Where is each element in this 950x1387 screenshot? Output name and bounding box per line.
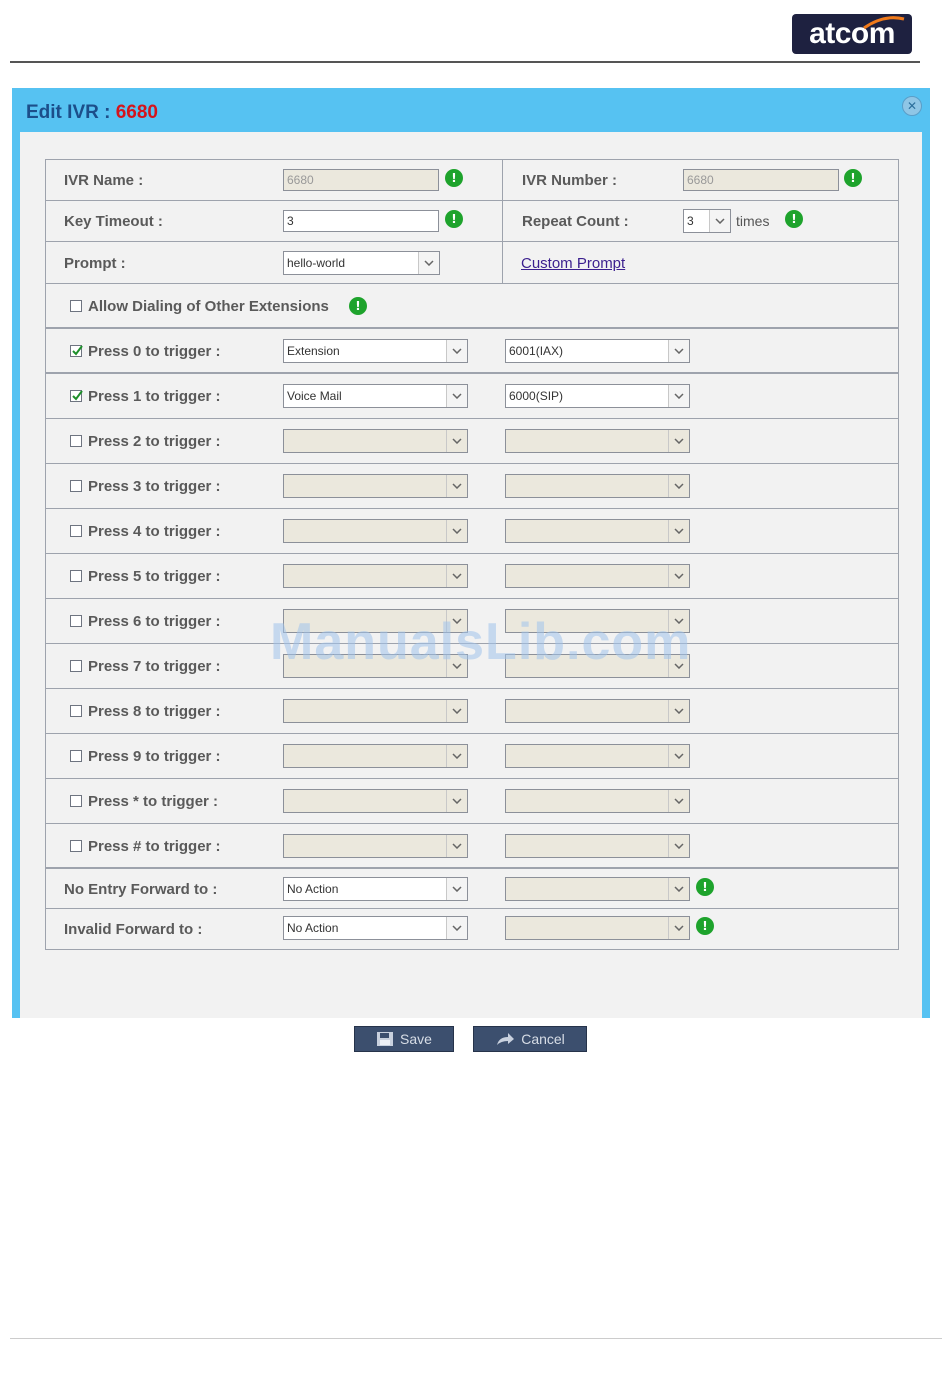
cancel-button[interactable] <box>473 1026 587 1052</box>
key-trigger-label: Press 8 to trigger : <box>88 703 221 720</box>
dialog-title <box>26 102 158 124</box>
key-timeout-label: Key Timeout : <box>64 213 163 230</box>
row-invalid-forward <box>46 909 898 949</box>
cancel-label: Cancel <box>521 1031 565 1047</box>
chevron-down-icon <box>668 340 689 362</box>
key-trigger-label: Press 3 to trigger : <box>88 478 221 495</box>
chevron-down-icon <box>446 700 467 722</box>
key-action-select[interactable] <box>283 474 468 498</box>
chevron-down-icon <box>446 430 467 452</box>
save-button[interactable] <box>354 1026 454 1052</box>
row-key-trigger <box>46 374 898 419</box>
no-entry-action-value: No Action <box>287 882 339 896</box>
no-entry-label: No Entry Forward to : <box>64 881 218 898</box>
row-key-trigger <box>46 464 898 509</box>
ivr-form <box>45 159 899 950</box>
chevron-down-icon <box>446 835 467 857</box>
footer-divider <box>10 1338 942 1339</box>
redo-arrow-icon <box>495 1032 515 1046</box>
key-trigger-label: Press 4 to trigger : <box>88 523 221 540</box>
no-entry-action-select[interactable] <box>283 877 468 901</box>
chevron-down-icon <box>668 878 689 900</box>
info-icon[interactable]: ! <box>445 210 463 228</box>
chevron-down-icon <box>446 475 467 497</box>
row-key-trigger <box>46 689 898 734</box>
key-trigger-checkbox[interactable] <box>70 660 82 672</box>
repeat-count-suffix: times <box>736 213 770 229</box>
dialog-body <box>20 132 922 1047</box>
invalid-label: Invalid Forward to : <box>64 921 203 938</box>
atcom-logo <box>792 14 912 54</box>
key-trigger-label: Press # to trigger : <box>88 838 221 855</box>
chevron-down-icon <box>446 565 467 587</box>
info-icon[interactable]: ! <box>445 169 463 187</box>
key-action-value: Extension <box>287 344 340 358</box>
key-target-select[interactable] <box>505 789 690 813</box>
prompt-select[interactable] <box>283 251 440 275</box>
key-trigger-checkbox[interactable] <box>70 750 82 762</box>
key-target-select[interactable] <box>505 384 690 408</box>
key-action-select[interactable] <box>283 744 468 768</box>
row-no-entry-forward <box>46 869 898 909</box>
allow-dialing-label: Allow Dialing of Other Extensions <box>88 298 329 315</box>
key-trigger-checkbox[interactable] <box>70 795 82 807</box>
key-trigger-checkbox[interactable] <box>70 705 82 717</box>
row-key-trigger <box>46 734 898 779</box>
key-trigger-label: Press 2 to trigger : <box>88 433 221 450</box>
chevron-down-icon <box>668 835 689 857</box>
dialog-title-number: 6680 <box>115 102 159 123</box>
row-key-trigger <box>46 824 898 869</box>
key-trigger-label: Press 0 to trigger : <box>88 343 221 360</box>
key-trigger-label: Press 6 to trigger : <box>88 613 221 630</box>
chevron-down-icon <box>668 700 689 722</box>
repeat-count-label: Repeat Count : <box>522 213 629 230</box>
chevron-down-icon <box>668 917 689 939</box>
row-key-trigger <box>46 419 898 464</box>
row-key-trigger <box>46 554 898 599</box>
key-target-select[interactable] <box>505 519 690 543</box>
chevron-down-icon <box>668 745 689 767</box>
key-action-select[interactable] <box>283 384 468 408</box>
invalid-action-value: No Action <box>287 921 339 935</box>
row-key-trigger <box>46 779 898 824</box>
info-icon[interactable]: ! <box>785 210 803 228</box>
dialog-title-prefix: Edit IVR : <box>26 102 116 123</box>
chevron-down-icon <box>668 430 689 452</box>
key-trigger-checkbox[interactable] <box>70 435 82 447</box>
key-trigger-checkbox[interactable] <box>70 345 82 357</box>
key-trigger-label: Press * to trigger : <box>88 793 219 810</box>
key-trigger-label: Press 5 to trigger : <box>88 568 221 585</box>
chevron-down-icon <box>446 385 467 407</box>
key-action-select[interactable] <box>283 699 468 723</box>
key-target-value: 6000(SIP) <box>509 389 564 403</box>
chevron-down-icon <box>668 520 689 542</box>
key-trigger-label: Press 7 to trigger : <box>88 658 221 675</box>
chevron-down-icon <box>446 520 467 542</box>
invalid-target-select[interactable] <box>505 916 690 940</box>
key-trigger-checkbox[interactable] <box>70 480 82 492</box>
row-key-trigger <box>46 509 898 554</box>
header-divider <box>10 61 920 63</box>
key-trigger-checkbox[interactable] <box>70 570 82 582</box>
key-trigger-checkbox[interactable] <box>70 525 82 537</box>
row-key-trigger <box>46 329 898 374</box>
floppy-disk-icon <box>376 1031 394 1047</box>
edit-ivr-dialog <box>12 88 930 1047</box>
repeat-count-value: 3 <box>687 214 694 228</box>
ivr-number-label: IVR Number : <box>522 172 618 189</box>
ivr-name-label: IVR Name : <box>64 172 144 189</box>
key-target-select[interactable] <box>505 834 690 858</box>
row-ivr-name <box>46 160 898 201</box>
chevron-down-icon <box>668 790 689 812</box>
chevron-down-icon <box>446 917 467 939</box>
key-trigger-checkbox[interactable] <box>70 615 82 627</box>
chevron-down-icon <box>446 340 467 362</box>
key-action-select[interactable] <box>283 834 468 858</box>
watermark: ManualsLib.com <box>270 613 692 671</box>
ivr-number-input[interactable]: 6680 <box>683 169 839 191</box>
key-action-select[interactable] <box>283 789 468 813</box>
chevron-down-icon <box>446 790 467 812</box>
key-action-value: Voice Mail <box>287 389 342 403</box>
chevron-down-icon <box>418 252 439 274</box>
key-action-select[interactable] <box>283 339 468 363</box>
chevron-down-icon <box>709 210 730 232</box>
prompt-label: Prompt : <box>64 255 126 272</box>
info-icon[interactable]: ! <box>696 878 714 896</box>
close-icon[interactable]: ✕ <box>902 96 922 116</box>
row-allow-dialing <box>46 284 898 329</box>
key-target-select[interactable] <box>505 474 690 498</box>
save-label: Save <box>400 1031 432 1047</box>
repeat-count-select[interactable] <box>683 209 731 233</box>
logo-swoosh-icon <box>862 16 906 30</box>
key-trigger-list <box>46 329 898 869</box>
key-trigger-checkbox[interactable] <box>70 840 82 852</box>
invalid-action-select[interactable] <box>283 916 468 940</box>
brand-name: atcom <box>809 17 895 50</box>
key-trigger-label: Press 1 to trigger : <box>88 388 221 405</box>
info-icon[interactable]: ! <box>349 297 367 315</box>
chevron-down-icon <box>668 565 689 587</box>
row-key-timeout <box>46 201 898 242</box>
info-icon[interactable]: ! <box>696 917 714 935</box>
chevron-down-icon <box>446 745 467 767</box>
key-target-select[interactable] <box>505 564 690 588</box>
chevron-down-icon <box>668 475 689 497</box>
row-prompt <box>46 242 898 284</box>
key-target-select[interactable] <box>505 699 690 723</box>
key-trigger-checkbox[interactable] <box>70 390 82 402</box>
key-trigger-label: Press 9 to trigger : <box>88 748 221 765</box>
no-entry-target-select[interactable] <box>505 877 690 901</box>
key-target-select[interactable] <box>505 339 690 363</box>
chevron-down-icon <box>446 878 467 900</box>
ivr-name-input[interactable]: 6680 <box>283 169 439 191</box>
info-icon[interactable]: ! <box>844 169 862 187</box>
key-action-select[interactable] <box>283 429 468 453</box>
prompt-value: hello-world <box>287 256 346 270</box>
key-action-select[interactable] <box>283 519 468 543</box>
chevron-down-icon <box>668 385 689 407</box>
key-target-select[interactable] <box>505 429 690 453</box>
key-timeout-input[interactable]: 3 <box>283 210 439 232</box>
allow-dialing-checkbox[interactable] <box>70 300 82 312</box>
key-action-select[interactable] <box>283 564 468 588</box>
key-target-value: 6001(IAX) <box>509 344 564 358</box>
key-target-select[interactable] <box>505 744 690 768</box>
custom-prompt-link[interactable]: Custom Prompt <box>521 255 626 272</box>
